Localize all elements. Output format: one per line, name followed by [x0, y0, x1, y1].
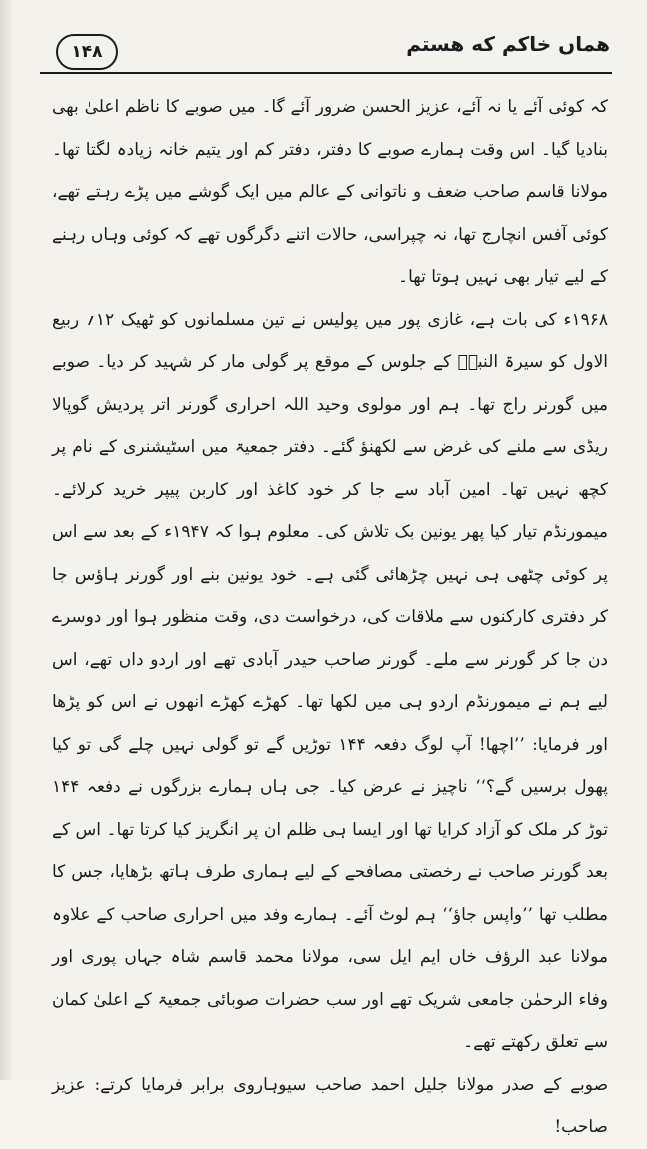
paragraph: صوبے کے صدر مولانا جلیل احمد صاحب سیوہاروی برابر فرمایا کرتے: عزیز صاحب! [52, 1074, 608, 1137]
body-text [52, 86, 608, 1149]
paragraph: کہ کوئی آئے یا نہ آئے، عزیز الحسن ضرور آئے گا۔ میں صوبے کا ناظم اعلیٰ بھی بنادیا گیا۔ اس وقت ہمارے صوبے کا دفتر، دفتر کم اور یتیم خانہ زیادہ لگتا تھا۔ مولانا قاسم صاحب ضعف و ناتوانی کے عالم میں ایک گوشے میں پڑے رہتے تھے، کوئی آفس انچارج تھا، نہ چپراسی، حالات اتنے دگرگوں تھے کہ کوئی وہاں رہنے کے لیے تیار بھی نہیں ہوتا تھا۔ [52, 97, 608, 287]
page-number: ۱۴۸ [56, 34, 118, 70]
header-rule [40, 72, 612, 74]
page-header [40, 24, 610, 68]
running-title: هماں خاکم که هستم [406, 32, 610, 56]
page-gutter-shadow [0, 0, 14, 1080]
paragraph: ۱۹۶۸ء کی بات ہے، غازی پور میں پولیس نے تین مسلمانوں کو ٹھیک ۱۲؍ ربیع الاول کو سیرۃ النبیؐ کے جلوس کے موقع پر گولی مار کر شہید کر دیا۔ صوبے میں گورنر راج تھا۔ ہم اور مولوی وحید اللہ احراری گورنر اتر پردیش گوپالا ریڈی سے ملنے کی غرض سے لکھنؤ گئے۔ دفتر جمعیۃ میں اسٹیشنری کے نام پر کچھ نہیں تھا۔ امین آباد سے جا کر خود کاغذ اور کاربن پیپر خرید کرلائے۔ میمورنڈم تیار کیا پھر یونین بک تلاش کی۔ معلوم ہوا کہ ۱۹۴۷ء کے بعد سے اس پر کوئی چٹھی ہی نہیں چڑھائی گئی ہے۔ خود یونین بنے اور گورنر ہاؤس جا کر دفتری کارکنوں سے ملاقات کی، درخواست دی، وقت منظور ہوا اور دوسرے دن جا کر گورنر سے ملے۔ گورنر صاحب حیدر آبادی تھے اور اردو داں تھے، اس لیے ہم نے میمورنڈم اردو ہی میں لکھا تھا۔ کھڑے کھڑے انھوں نے اس کو پڑھا اور فرمایا: ’’اچھا! آپ لوگ دفعہ ۱۴۴ توڑیں گے تو گولی نہیں چلے گی تو کیا پھول برسیں گے؟‘‘ ناچیز نے عرض کیا۔ جی ہاں ہمارے بزرگوں نے دفعہ ۱۴۴ توڑ کر ملک کو آزاد کرایا تھا اور ایسا ہی ظلم ان پر انگریز کیا کرتا تھا۔ اس کے بعد گورنر صاحب نے رخصتی مصافحے کے لیے ہماری طرف ہاتھ بڑھایا، جس کا مطلب تھا ’’واپس جاؤ‘‘ ہم لوٹ آئے۔ ہمارے وفد میں احراری صاحب کے علاوہ مولانا عبد الرؤف خاں ایم ایل سی، مولانا محمد قاسم شاہ جہاں پوری اور وفاء الرحمٰن جامعی شریک تھے اور سب حضرات صوبائی جمعیۃ کے اعلیٰ کمان سے تعلق رکھتے تھے۔ [52, 309, 609, 1052]
